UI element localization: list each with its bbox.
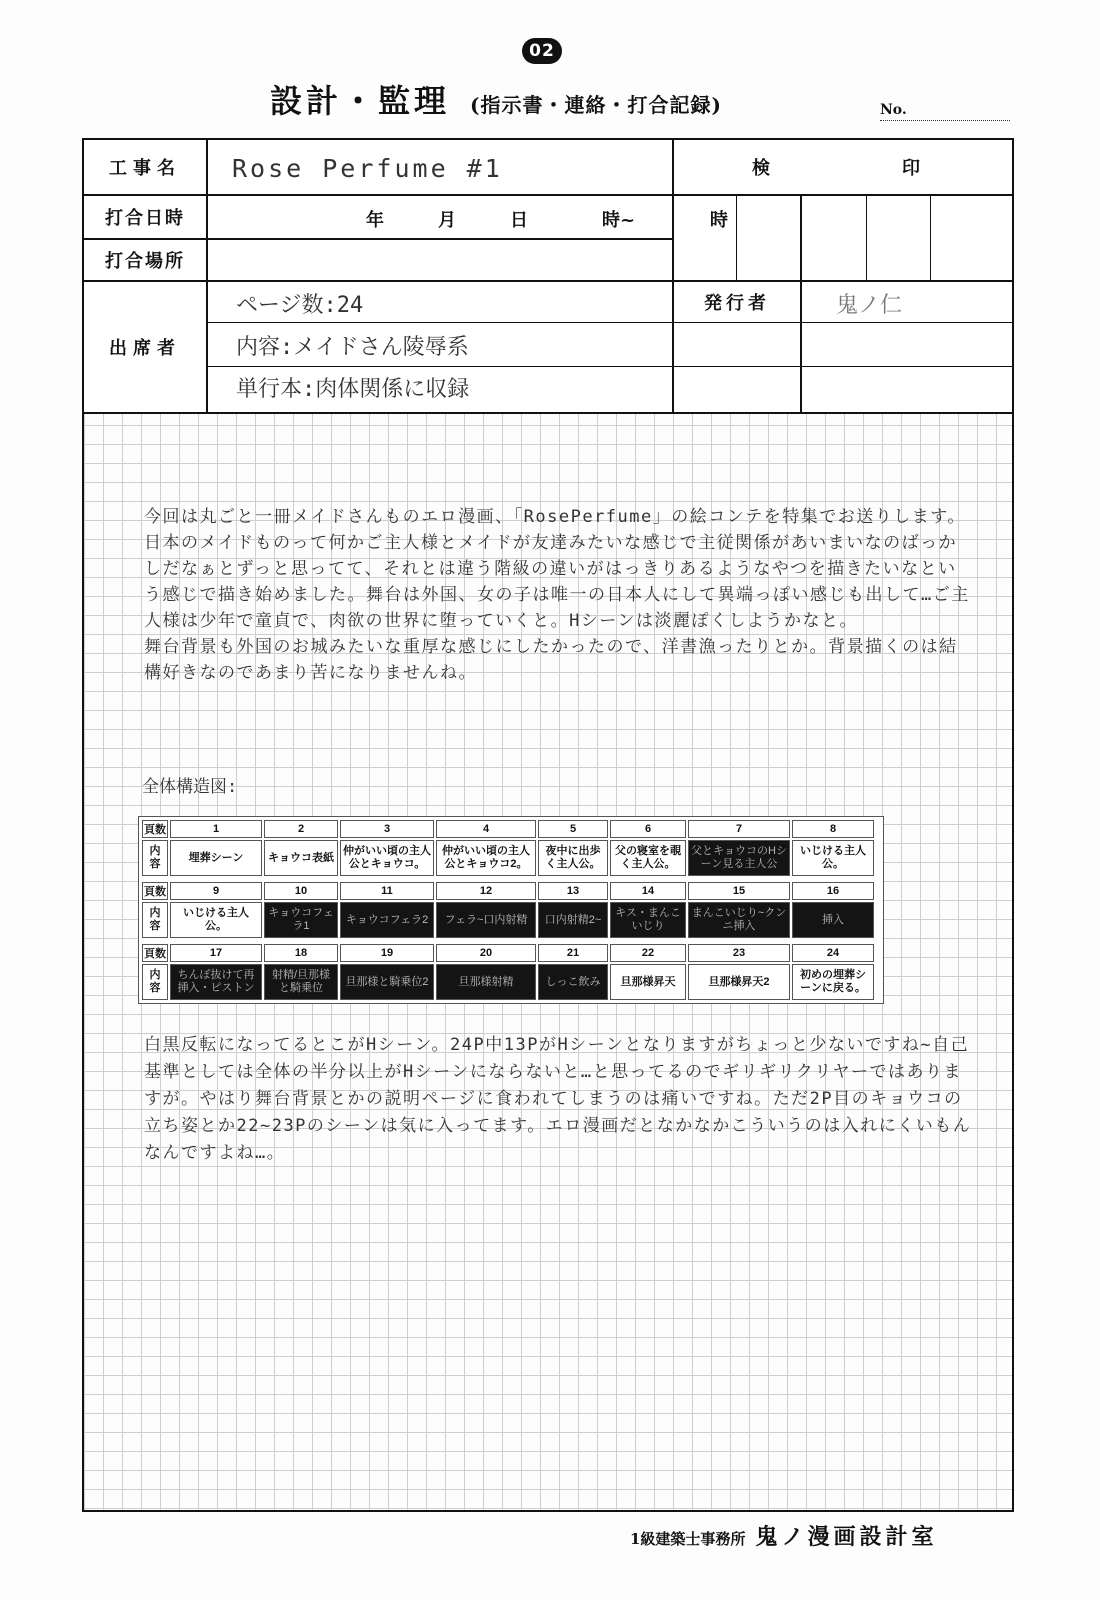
page-number-cell: 10 — [264, 882, 338, 900]
intro-paragraph-2: 舞台背景も外国のお城みたいな重厚な感じにしたかったので、洋書漁ったりとか。背景描くのは結構好きなのであまり苦になりませんね。 — [144, 637, 958, 683]
page-content-cell: いじける主人公。 — [792, 840, 874, 876]
page-content-cell-h-scene: 口内射精2~ — [538, 902, 608, 938]
closing-text: 白黒反転になってるとこがHシーン。24P中13PがHシーンとなりますがちょっと少ないですね~自己基準としては全体の半分以上がHシーンにならないと…と思ってるのでギリギリクリヤーではありますが。やはり舞台背景とかの説明ページに食われてしまうのは痛いですね。ただ2P目のキョウコの立ち姿とか22~23Pのシーンは気に入ってます。エロ漫画だとなかなかこういうのは入れにくいもんなんですよね…。 — [144, 1035, 972, 1163]
intro-paragraph-1: 今回は丸ごと一冊メイドさんものエロ漫画、「RosePerfume」の絵コンテを特集でお送りします。日本のメイドものって何かご主人様とメイドが友達みたいな感じで主従関係があいまいなのばっかしだなぁとずっと思ってて、それとは違う階級の違いがはっきりあるようなやつを描きたいなという感じで描き始めました。舞台は外国、女の子は唯一の日本人にして異端っぽい感じも出して…ご主人様は少年で童貞で、肉欲の世界に堕っていくと。Hシーンは淡麗ぽくしようかなと。 — [144, 507, 970, 631]
structure-label: 全体構造図: — [142, 777, 238, 797]
page-number-cell: 16 — [792, 882, 874, 900]
page-content-cell: 父の寝室を覗く主人公。 — [610, 840, 686, 876]
page-content-cell: 旦那様昇天 — [610, 964, 686, 1000]
meeting-datetime-label: 打合日時 — [105, 208, 185, 229]
page-title — [270, 76, 722, 122]
page-number-cell: 7 — [688, 820, 790, 838]
page-content-cell-h-scene: 旦那様と騎乗位2 — [340, 964, 434, 1000]
project-name-label: 工事名 — [109, 158, 181, 179]
seal-label: 印 — [902, 158, 926, 179]
page-number-cell: 19 — [340, 944, 434, 962]
page-number-cell: 9 — [170, 882, 262, 900]
page-number-cell: 11 — [340, 882, 434, 900]
page-number-row-label: 頁数 — [142, 882, 168, 900]
page-content-cell-h-scene: まんこいじり~クンニ挿入 — [688, 902, 790, 938]
page-content-cell-h-scene: キョウコフェラ2 — [340, 902, 434, 938]
page-number-cell: 22 — [610, 944, 686, 962]
date-unit-year: 年 — [366, 210, 384, 231]
page-content-cell: 仲がいい頃の主人公とキョウコ2。 — [436, 840, 536, 876]
record-form — [82, 138, 1014, 1512]
page-number-row-label: 頁数 — [142, 820, 168, 838]
page-content-cell-h-scene: 射精/旦那様と騎乗位 — [264, 964, 338, 1000]
page-number-cell: 4 — [436, 820, 536, 838]
footer — [630, 1520, 937, 1551]
footer-studio: 鬼ノ漫画設計室 — [755, 1524, 938, 1550]
page-content-cell: 旦那様昇天2 — [688, 964, 790, 1000]
date-unit-day: 日 — [510, 210, 528, 231]
attendee-line-3: 単行本:肉体関係に収録 — [236, 377, 470, 402]
date-unit-hour-to: 時 — [710, 210, 728, 231]
attendee-line-1: ページ数:24 — [236, 293, 364, 318]
footer-office: 1級建築士事務所 — [630, 1530, 746, 1548]
page-number-badge: 02 — [522, 38, 562, 64]
issuer-value: 鬼ノ仁 — [836, 293, 903, 318]
title-sub: (指示書・連絡・打合記録) — [470, 93, 722, 117]
intro-text — [144, 504, 974, 686]
page-number-cell: 12 — [436, 882, 536, 900]
page-number-cell: 5 — [538, 820, 608, 838]
page-content-cell-h-scene: キス・まんこいじり — [610, 902, 686, 938]
page-content-cell: 仲がいい頃の主人公とキョウコ。 — [340, 840, 434, 876]
title-main: 設計・監理 — [270, 82, 451, 120]
inspection-label: 検 — [752, 158, 776, 179]
page-number-cell: 17 — [170, 944, 262, 962]
page-content-cell: 初めの埋葬シーンに戻る。 — [792, 964, 874, 1000]
page-number-cell: 14 — [610, 882, 686, 900]
page-number-cell: 1 — [170, 820, 262, 838]
page-row-block — [141, 819, 881, 877]
attendee-line-2: 内容:メイドさん陵辱系 — [236, 335, 469, 360]
page-content-cell-h-scene: フェラ~口内射精 — [436, 902, 536, 938]
page-content-cell-h-scene: しっこ飲み — [538, 964, 608, 1000]
date-unit-month: 月 — [438, 210, 456, 231]
meeting-place-label: 打合場所 — [105, 251, 185, 272]
content-row-label: 内容 — [142, 964, 168, 1000]
page-content-cell: いじける主人公。 — [170, 902, 262, 938]
number-field-label: No. — [880, 102, 1010, 121]
content-row-label: 内容 — [142, 902, 168, 938]
page-row-block — [141, 881, 881, 939]
page-content-cell: 夜中に出歩く主人公。 — [538, 840, 608, 876]
date-unit-hour-from: 時~ — [602, 210, 636, 231]
page-number-cell: 23 — [688, 944, 790, 962]
form-header — [84, 140, 1012, 414]
page-content-cell: 埋葬シーン — [170, 840, 262, 876]
content-row-label: 内容 — [142, 840, 168, 876]
page-number-cell: 2 — [264, 820, 338, 838]
page-number-cell: 24 — [792, 944, 874, 962]
page-number-cell: 18 — [264, 944, 338, 962]
page-number-cell: 13 — [538, 882, 608, 900]
page-structure-table — [138, 816, 884, 1004]
project-name-value: Rose Perfume #1 — [232, 154, 503, 183]
page-number-cell: 20 — [436, 944, 536, 962]
page-number-cell: 8 — [792, 820, 874, 838]
page-row-block — [141, 943, 881, 1001]
page-number-cell: 21 — [538, 944, 608, 962]
page-number-cell: 15 — [688, 882, 790, 900]
meeting-datetime-field — [290, 198, 754, 240]
attendees-label: 出席者 — [109, 338, 181, 359]
page-content-cell-h-scene: 挿入 — [792, 902, 874, 938]
page-content-cell-h-scene: ちんぽ抜けて再挿入・ピストン — [170, 964, 262, 1000]
issuer-label: 発行者 — [704, 293, 770, 314]
page-content-cell: キョウコ表紙 — [264, 840, 338, 876]
page-number-row-label: 頁数 — [142, 944, 168, 962]
page-content-cell-h-scene: 旦那様射精 — [436, 964, 536, 1000]
page-number-cell: 6 — [610, 820, 686, 838]
page-content-cell-h-scene: キョウコフェラ1 — [264, 902, 338, 938]
page-content-cell-h-scene: 父とキョウコのHシーン見る主人公 — [688, 840, 790, 876]
page-number-cell: 3 — [340, 820, 434, 838]
